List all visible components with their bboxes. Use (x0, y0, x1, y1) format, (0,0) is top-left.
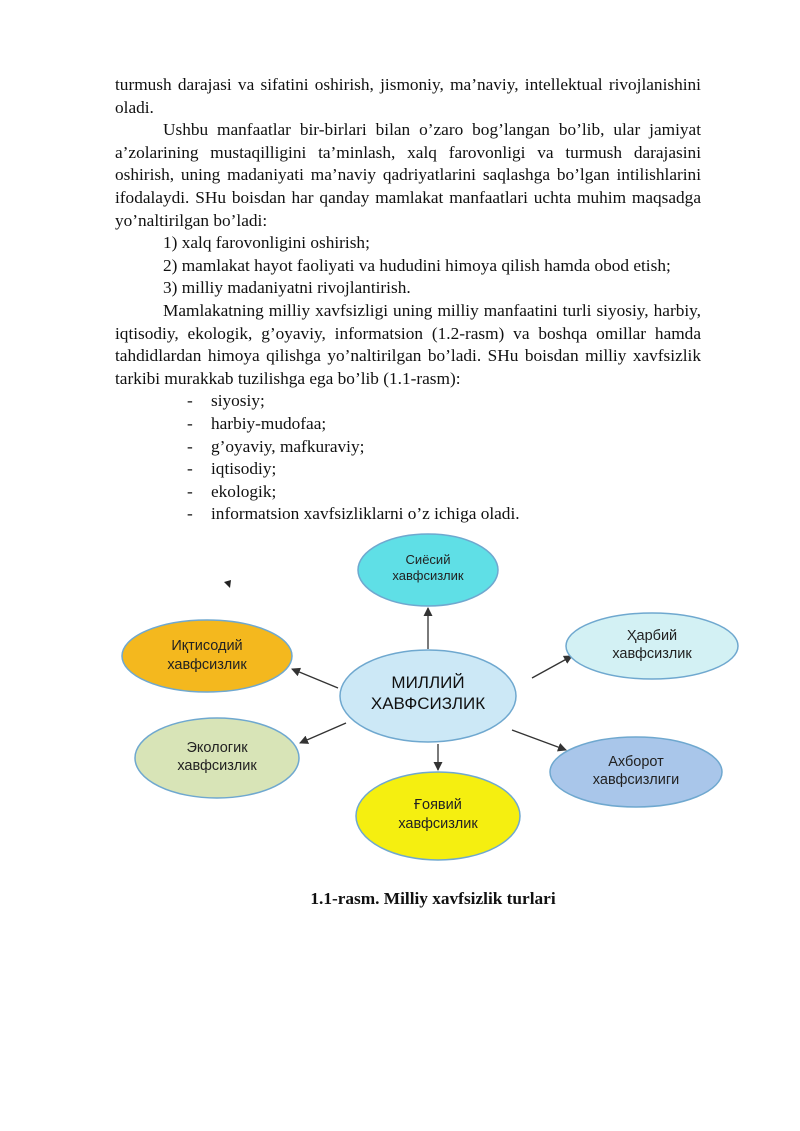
list-item: - harbiy-mudofaa; (187, 413, 701, 436)
security-diagram (110, 528, 740, 880)
information-label-line2: хавфсизлиги (592, 772, 680, 788)
list-item: - siyosiy; (187, 390, 701, 413)
figure-caption: 1.1-rasm. Milliy xavfsizlik turlari (310, 889, 556, 908)
economic-label-line2: хавфсизлик (167, 657, 247, 673)
list-item: - ekologik; (187, 481, 701, 504)
node-center (340, 650, 516, 742)
node-ecological (135, 718, 299, 798)
numbered-goal: 2) mamlakat hayot faoliyati va hududini himoya qilish hamda obod etish; (163, 255, 671, 275)
paragraph: Mamlakatning milliy xavfsizligi uning milliy manfaatini turli siyosiy, harbiy, iqtisodiy, ekologik, g’oyaviy, informatsion (1.2-rasm) va boshqa omillar hamda tahdidlardan himoya qilishga yo’naltirilgan bo’ladi. SHu boisdan milliy xavfsizlik tarkibi murakkab tuzilishga ega bo’lib (1.1-rasm): (115, 300, 701, 388)
ideological-label-line2: хавфсизлик (398, 816, 478, 832)
center-label-line1: МИЛЛИЙ (391, 673, 465, 692)
node-information (550, 737, 722, 807)
economic-label-line1: Иқтисодий (171, 638, 243, 654)
body-text (115, 74, 701, 526)
numbered-goal: 1) xalq farovonligini oshirish; (163, 233, 370, 253)
numbered-goal: 3) milliy madaniyatni rivojlantirish. (163, 278, 411, 298)
ecological-label-line2: хавфсизлик (177, 758, 257, 774)
ideological-label-line1: Ғоявий (414, 797, 462, 813)
list-item: - iqtisodiy; (187, 458, 701, 481)
list-item: - g’oyaviy, mafkuraviy; (187, 436, 701, 459)
information-label-line1: Ахборот (608, 754, 664, 770)
political-label-line2: хавфсизлик (392, 568, 464, 583)
political-label-line1: Сиёсий (405, 552, 451, 567)
node-economic (122, 620, 292, 692)
ecological-label-line1: Экологик (186, 740, 248, 756)
security-types-list (115, 390, 701, 526)
node-military (566, 613, 738, 679)
paragraph: turmush darajasi va sifatini oshirish, jismoniy, ma’naviy, intellektual rivojlanishini oladi. (115, 75, 701, 117)
military-label-line2: хавфсизлик (612, 646, 692, 662)
military-label-line1: Ҳарбий (626, 628, 678, 644)
economic-ellipse (122, 620, 292, 692)
center-label-line2: ХАВФСИЗЛИК (370, 694, 486, 713)
list-item: - informatsion xavfsizliklarni o’z ichiga oladi. (187, 503, 701, 526)
node-political (358, 534, 498, 606)
paragraph: Ushbu manfaatlar bir-birlari bilan o’zaro bog’langan bo’lib, ular jamiyat a’zolarining mustaqilligini ta’minlash, xalq farovonligi va turmush darajasini oshirish, uning madaniyati ma’naviy qadriyatlarini saqlashga bo’lgan intilishlarini ifodalaydi. SHu boisdan har qanday mamlakat manfaatlari uchta muhim maqsadga yo’naltirilgan bo’ladi: (115, 120, 701, 230)
node-ideological (356, 772, 520, 860)
